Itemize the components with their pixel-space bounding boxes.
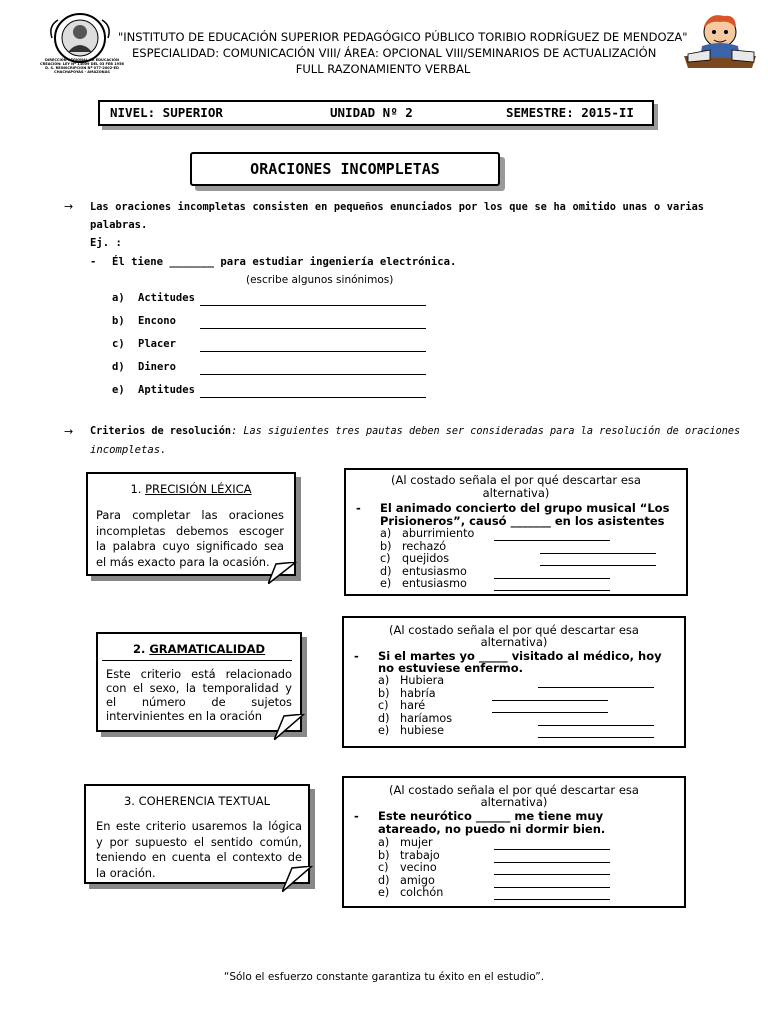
footer-quote: “Sólo el esfuerzo constante garantiza tu éxito en el estudio”. [223, 971, 545, 983]
criterion-name: PRECISIÓN LÉXICA [145, 482, 252, 496]
answer-line[interactable] [200, 397, 426, 398]
arrow-icon: → [64, 425, 74, 438]
option-word: Hubiera [400, 674, 445, 687]
exercise-instruction-2: alternativa) [482, 486, 550, 500]
option-word: Aptitudes [138, 384, 195, 396]
intro-line-1: Las oraciones incompletas consisten en pequeños enunciados por los que se ha omitido unas o varias [90, 201, 704, 213]
course-line: FULL RAZONAMIENTO VERBAL [295, 62, 471, 76]
criterion-body [106, 667, 292, 723]
question-dash: - [356, 501, 361, 515]
question-line-1: Este neurótico ______ me tiene muy [378, 809, 604, 823]
option-word: colchón [400, 886, 444, 899]
criterion-body-line: intervinientes en la oración [106, 709, 262, 723]
criterion-box-coherence [84, 784, 310, 884]
answer-line[interactable] [494, 899, 610, 900]
option-word: Placer [138, 338, 176, 350]
criterion-body-line: el número de sujetos [106, 695, 292, 709]
criterion-number: 2. [132, 642, 146, 656]
option-word: Actitudes [138, 292, 195, 304]
option-word: Encono [138, 315, 176, 327]
criterion-body-line: incompletas debemos escoger [96, 523, 284, 538]
option-letter: e) [380, 577, 392, 590]
answer-line[interactable] [494, 578, 610, 579]
option [380, 578, 467, 591]
exercise-instruction-2: alternativa) [480, 635, 548, 649]
option-word: hubiese [400, 724, 444, 737]
question-dash: - [354, 649, 359, 663]
option-letter: a) [378, 674, 390, 687]
exercise-box-2 [342, 616, 686, 748]
criterion-body-line: la palabra cuyo significado sea [96, 539, 284, 553]
option-word: vecino [400, 861, 437, 874]
option-letter: e) [378, 886, 390, 899]
criterion-body-line: Para completar las oraciones [96, 508, 284, 522]
arrow-icon: → [64, 200, 74, 213]
option-word: haríamos [400, 712, 453, 725]
option-letter: d) [378, 874, 390, 887]
answer-line[interactable] [494, 590, 610, 591]
criterion-title [98, 642, 300, 656]
option-word: quejidos [402, 552, 450, 565]
option [380, 528, 474, 541]
exercise-instruction: (Al costado señala el por qué descartar esa [391, 473, 641, 487]
exercise-box-1 [344, 468, 688, 596]
option-word: trabajo [400, 849, 440, 862]
criterion-number: 3. [123, 794, 135, 808]
answer-line[interactable] [494, 887, 610, 888]
example-dash: - [90, 256, 97, 268]
criterion-box-grammar [96, 632, 302, 732]
criterion-number: 1. [130, 482, 142, 496]
institute-logo [44, 12, 116, 64]
question-line-1: Si el martes yo _____ visitado al médico, hoy [378, 649, 662, 663]
option-word: aburrimiento [402, 527, 475, 540]
answer-line[interactable] [494, 874, 610, 875]
question-dash: - [354, 809, 359, 823]
option [378, 700, 425, 713]
answer-line[interactable] [538, 725, 654, 726]
intro-line-2: palabras. [90, 219, 148, 231]
option-letter: a) [112, 292, 125, 304]
criterion-body [96, 508, 284, 570]
unit-label: UNIDAD Nº 2 [330, 105, 413, 120]
example-sentence: Él tiene _______ para estudiar ingeniería electrónica. [112, 256, 457, 268]
folded-corner-icon [268, 562, 298, 584]
answer-line[interactable] [200, 374, 426, 375]
option [380, 553, 449, 566]
exercise-instruction: (Al costado señala el por qué descartar esa [389, 623, 639, 637]
criterion-body-line: Este criterio está relacionado [106, 667, 292, 681]
criterion-name: GRAMATICALIDAD [149, 642, 266, 656]
specialty-line: ESPECIALIDAD: COMUNICACIÓN VIII/ ÁREA: OPCIONAL VIII/SEMINARIOS DE ACTUALIZACIÓN [132, 46, 657, 60]
criteria-label: Criterios de resolución [90, 426, 232, 437]
criterion-body [96, 819, 302, 881]
exercise-instruction-2: alternativa) [480, 795, 548, 809]
exercise-box-3 [342, 776, 686, 908]
option-letter: c) [380, 552, 391, 565]
semester-label: SEMESTRE: 2015-II [506, 105, 634, 120]
criterion-name: COHERENCIA TEXTUAL [138, 794, 271, 808]
option-word: entusiasmo [402, 577, 467, 590]
folded-corner-icon [282, 866, 314, 892]
option-letter: b) [378, 687, 390, 700]
option-letter: d) [378, 712, 390, 725]
option [378, 725, 444, 738]
answer-line[interactable] [540, 565, 656, 566]
option-letter: c) [378, 699, 389, 712]
answer-line[interactable] [200, 305, 426, 306]
answer-line[interactable] [200, 351, 426, 352]
criterion-body-line: y por supuesto el sentido común, [96, 834, 302, 849]
exercise-instruction: (Al costado señala el por qué descartar esa [389, 783, 639, 797]
option-letter: d) [112, 361, 125, 373]
answer-line[interactable] [494, 540, 610, 541]
option-word: haré [400, 699, 426, 712]
criteria-line-1 [90, 423, 741, 441]
question-line-2: Prisioneros”, causó _______ en los asistentes [380, 514, 665, 528]
answer-line[interactable] [494, 849, 610, 850]
option-letter: a) [380, 527, 392, 540]
option-word: entusiasmo [402, 565, 467, 578]
institute-name: "INSTITUTO DE EDUCACIÓN SUPERIOR PEDAGÓGICO PÚBLICO TORIBIO RODRÍGUEZ DE MENDOZA" [118, 30, 688, 44]
criterion-body-line: el más exacto para la ocasión. [96, 554, 270, 569]
level-bar [98, 100, 654, 126]
answer-line[interactable] [540, 553, 656, 554]
answer-line[interactable] [538, 687, 654, 688]
criterion-title [88, 482, 294, 496]
criteria-text: : Las siguientes tres pautas deben ser consideradas para la resolución de oraciones [231, 426, 741, 437]
title-divider [102, 660, 292, 661]
criterion-body-line: teniendo en cuenta el contexto de [96, 850, 302, 864]
answer-line[interactable] [538, 737, 654, 738]
example-label: Ej. : [90, 237, 122, 249]
option-word: mujer [400, 836, 433, 849]
criterion-body-line: con el sexo, la temporalidad y [106, 681, 292, 695]
answer-line[interactable] [200, 328, 426, 329]
criterion-body-line: la oración. [96, 865, 156, 880]
answer-line[interactable] [492, 712, 608, 713]
question-line-2: atareado, no puedo ni dormir bien. [378, 822, 606, 836]
option [378, 675, 444, 688]
folded-corner-icon [274, 714, 306, 740]
option-word: Dinero [138, 361, 176, 373]
page-title: ORACIONES INCOMPLETAS [190, 152, 500, 186]
option-letter: d) [380, 565, 392, 578]
option [378, 837, 433, 850]
level-label: NIVEL: SUPERIOR [110, 105, 223, 120]
option-letter: c) [112, 338, 125, 350]
option-word: amigo [400, 874, 435, 887]
option-letter: b) [380, 540, 392, 553]
question-line-2: no estuviese enfermo. [378, 661, 524, 675]
criterion-box-lexical [86, 472, 296, 576]
option [378, 887, 443, 900]
option-letter: a) [378, 836, 390, 849]
option-letter: b) [112, 315, 125, 327]
option-letter: e) [378, 724, 390, 737]
answer-line[interactable] [492, 700, 608, 701]
question-line-1: El animado concierto del grupo musical “Los [380, 501, 670, 515]
option-letter: e) [112, 384, 125, 396]
criteria-line-2: incompletas. [90, 444, 167, 456]
answer-line[interactable] [494, 862, 610, 863]
option [378, 862, 437, 875]
logo-caption: DIRECCIÓN REGIONAL DE EDUCACIÓN CREACIÓN: LEY Nº 13009 DEL 03 FEB 1956 D. S. REINSCRIPCIÓN Nº 077-2002-ED CHACHAPOYAS - AMAZONAS [40, 58, 124, 74]
example-hint: (escribe algunos sinónimos) [246, 274, 394, 286]
criterion-title [86, 794, 308, 808]
criterion-body-line: En este criterio usaremos la lógica [96, 819, 302, 833]
option-word: habría [400, 687, 436, 700]
student-reading-illustration [680, 6, 760, 72]
option-word: rechazó [402, 540, 447, 553]
option-letter: b) [378, 849, 390, 862]
option-letter: c) [378, 861, 389, 874]
